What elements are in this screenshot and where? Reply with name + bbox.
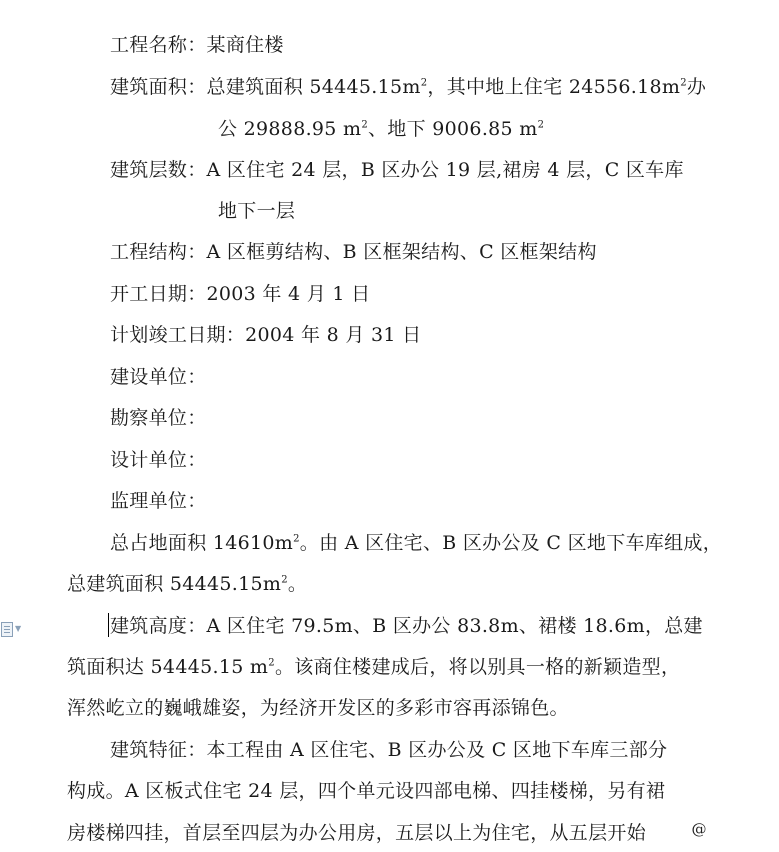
document-icon <box>1 622 13 637</box>
survey-unit-line <box>110 405 207 431</box>
completion-date-line <box>110 322 421 348</box>
floors-line-continued <box>218 198 295 224</box>
paragraph-line <box>67 778 665 804</box>
text: 浑然屹立的巍峨雄姿，为经济开发区的多彩市容再添锦色。 <box>67 697 569 719</box>
text: 。 <box>287 573 308 595</box>
superscript: 2 <box>420 77 428 89</box>
label: 建设单位： <box>110 366 207 388</box>
superscript: 2 <box>537 119 545 131</box>
value: 某商住楼 <box>206 34 284 56</box>
paragraph-line <box>110 613 703 639</box>
structure-line <box>110 239 597 265</box>
superscript: 2 <box>281 574 288 586</box>
paragraph-line <box>110 530 722 556</box>
text: 构成。A 区板式住宅 24 层，四个单元设四部电梯、四挂楼梯，另有裙 <box>67 780 666 802</box>
superscript: 2 <box>268 657 275 669</box>
text: 。由 A 区住宅、B 区办公及 C 区地下车库组成， <box>299 532 723 554</box>
label: 工程结构： <box>110 241 207 263</box>
label: 监理单位： <box>110 490 207 512</box>
text: 建筑特征：本工程由 A 区住宅、B 区办公及 C 区地下车库三部分 <box>110 739 668 761</box>
end-mark-icon: @ <box>691 820 707 838</box>
paragraph-options-icon[interactable] <box>0 622 22 638</box>
paragraph-line <box>67 571 307 597</box>
text: ，其中地上住宅 24556.18m <box>427 76 681 98</box>
superscript: 2 <box>680 77 687 89</box>
text: 筑面积达 54445.15 m <box>67 656 269 678</box>
value: A 区住宅 24 层，B 区办公 19 层,裙房 4 层，C 区车库 <box>206 159 684 181</box>
text: 总占地面积 14610m <box>110 532 294 554</box>
text: 房楼梯四挂，首层至四层为办公用房，五层以上为住宅，从五层开始 <box>67 822 647 844</box>
floors-line <box>110 157 684 183</box>
value: A 区框剪结构、B 区框架结构、C 区框架结构 <box>206 241 597 263</box>
value: 2004 年 8 月 31 日 <box>245 324 422 346</box>
paragraph-line <box>110 737 667 763</box>
building-area-line-continued <box>218 116 544 142</box>
text: 办 <box>686 76 707 98</box>
project-name-line <box>110 32 284 58</box>
label: 建筑层数： <box>110 159 207 181</box>
label: 计划竣工日期： <box>110 324 246 346</box>
label: 设计单位： <box>110 449 207 471</box>
paragraph-line <box>67 695 569 721</box>
label: 工程名称： <box>110 34 207 56</box>
building-area-line <box>110 74 706 100</box>
paragraph-line <box>67 654 680 680</box>
superscript: 2 <box>361 119 369 131</box>
text: 。该商住楼建成后，将以别具一格的新颖造型， <box>274 656 681 678</box>
construction-unit-line <box>110 364 207 390</box>
chevron-down-icon: ▼ <box>15 624 22 633</box>
text: 总建筑面积 54445.15m <box>206 76 421 98</box>
paragraph-line <box>67 820 646 846</box>
text: 总建筑面积 54445.15m <box>67 573 282 595</box>
text-cursor <box>108 613 109 637</box>
supervision-unit-line <box>110 488 207 514</box>
design-unit-line <box>110 447 207 473</box>
superscript: 2 <box>293 533 300 545</box>
label: 勘察单位： <box>110 407 207 429</box>
label: 开工日期： <box>110 283 207 305</box>
text: 建筑高度：A 区住宅 79.5m、B 区办公 83.8m、裙楼 18.6m，总建 <box>110 615 703 637</box>
text: 、地下 9006.85 m <box>368 118 538 140</box>
label: 建筑面积： <box>110 76 207 98</box>
start-date-line <box>110 281 370 307</box>
value: 地下一层 <box>218 200 296 222</box>
text: 公 29888.95 m <box>218 118 362 140</box>
value: 2003 年 4 月 1 日 <box>206 283 371 305</box>
